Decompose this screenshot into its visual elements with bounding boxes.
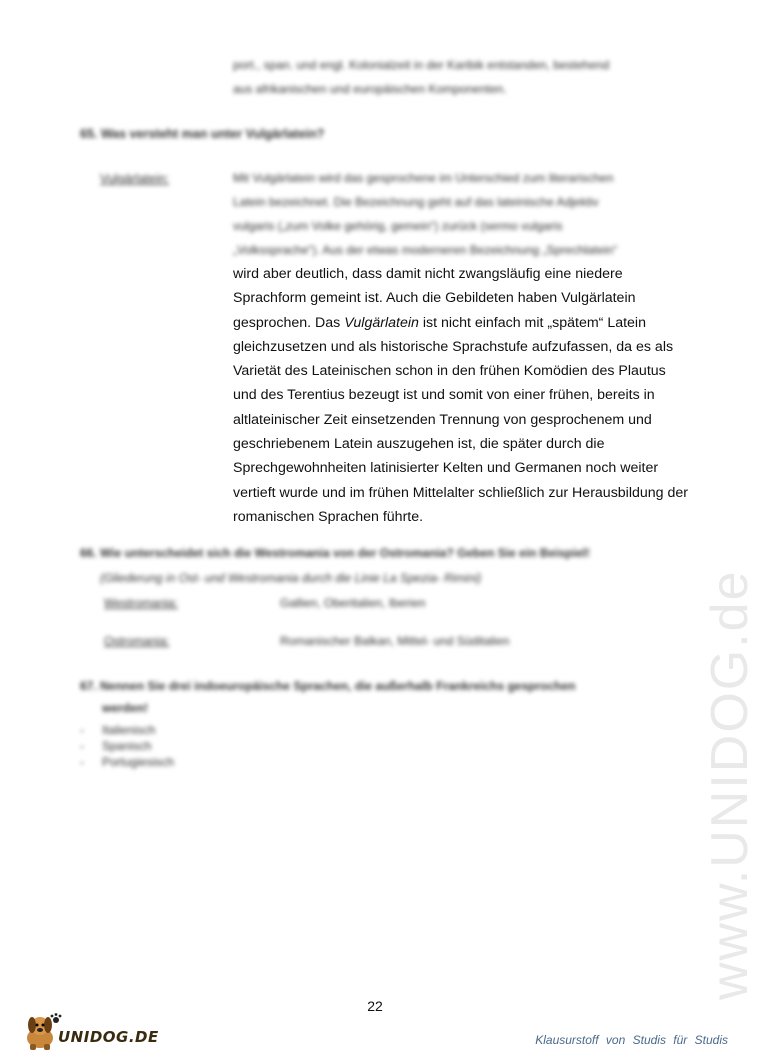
- answer-text: gesprochen. Das: [233, 314, 345, 331]
- top-fragment-line: aus afrikanischen und europäischen Komponenten.: [233, 82, 507, 96]
- question-67: [80, 675, 575, 719]
- question-66-note: (Gliederung in Ost- und Westromania durch die Linie La Spezia- Rimini): [100, 571, 482, 585]
- answer-term-italic: Vulgärlatein: [344, 314, 419, 331]
- answer-text: ist nicht einfach mit „spätem“ Latein: [418, 314, 646, 331]
- question-67-line: werden!: [102, 701, 149, 715]
- logo-text: UNIDOG.DE: [58, 1028, 159, 1046]
- answer-line: Sprechgewohnheiten latinisierter Kelten und Germanen noch weiter: [233, 460, 659, 477]
- answer-line: „Volkssprache“). Aus der etwas moderneren Bezeichnung „Sprechlatein“: [233, 243, 618, 257]
- page-number: 22: [367, 998, 383, 1014]
- list-item-label: Spanisch: [102, 739, 152, 753]
- value-ostromania: Romanischer Balkan, Mittel- und Süditalien: [280, 634, 510, 648]
- bullet: -: [80, 739, 84, 753]
- answer-line: Sprachform gemeint ist. Auch die Gebildeten haben Vulgärlatein: [233, 290, 636, 307]
- answer-line: Varietät des Lateinischen schon in den frühen Komödien des Plautus: [233, 363, 666, 380]
- answer-line: geschriebenem Latein auszugehen ist, die später durch die: [233, 436, 605, 453]
- answer-line: wird aber deutlich, dass damit nicht zwangsläufig eine niedere: [233, 266, 623, 282]
- list-item: [80, 754, 174, 770]
- answer-65-blurred: [233, 166, 693, 262]
- question-67-line: 67. Nennen Sie drei indoeuropäische Sprachen, die außerhalb Frankreichs gesprochen: [80, 679, 576, 693]
- term-ostromania: Ostromania:: [104, 634, 170, 648]
- top-fragment-line: port., span. und engl. Kolonialzeit in der Karibik entstanden, bestehend: [233, 58, 610, 72]
- answer-line: romanischen Sprachen führte.: [233, 508, 424, 525]
- footer-slogan: Klausurstoff von Studis für Studis: [535, 1033, 728, 1047]
- language-list: [80, 722, 174, 770]
- list-item-label: Italienisch: [102, 723, 156, 737]
- list-item: [80, 722, 174, 738]
- answer-65-clear: [233, 262, 693, 529]
- bullet: -: [80, 755, 84, 769]
- list-item-label: Portugiesisch: [102, 755, 175, 769]
- term-westromania: Westromania:: [104, 596, 178, 610]
- value-westromania: Gallien, Oberitalien, Iberien: [280, 596, 426, 610]
- question-65: 65. Was versteht man unter Vulgärlatein?: [80, 127, 325, 141]
- question-66: 66. Wie unterscheidet sich die Westromania von der Ostromania? Geben Sie ein Beispiel!: [80, 546, 590, 560]
- answer-line: altlateinischer Zeit einsetzenden Trennung von gesprochenem und: [233, 411, 652, 428]
- answer-line: Latein bezeichnet. Die Bezeichnung geht auf das lateinische Adjektiv: [233, 195, 599, 209]
- bullet: -: [80, 723, 84, 737]
- answer-line: vertieft wurde und im frühen Mittelalter schließlich zur Herausbildung der: [233, 484, 688, 501]
- term-vulgaerlatein: Vulgärlatein:: [100, 172, 170, 186]
- watermark-text: www.UNIDOG.de: [701, 569, 759, 1000]
- answer-line: und des Terentius bezeugt ist und somit von einer frühen, bereits in: [233, 387, 655, 404]
- top-fragment: [233, 53, 693, 101]
- answer-line: Mit Vulgärlatein wird das gesprochene im Unterschied zum literarischen: [233, 171, 614, 185]
- answer-line: gleichzusetzen und als historische Sprachstufe aufzufassen, da es als: [233, 338, 674, 355]
- list-item: [80, 738, 174, 754]
- answer-line: [233, 311, 693, 335]
- answer-line: vulgaris („zum Volke gehörig, gemein“) zurück (sermo vulgaris: [233, 219, 563, 233]
